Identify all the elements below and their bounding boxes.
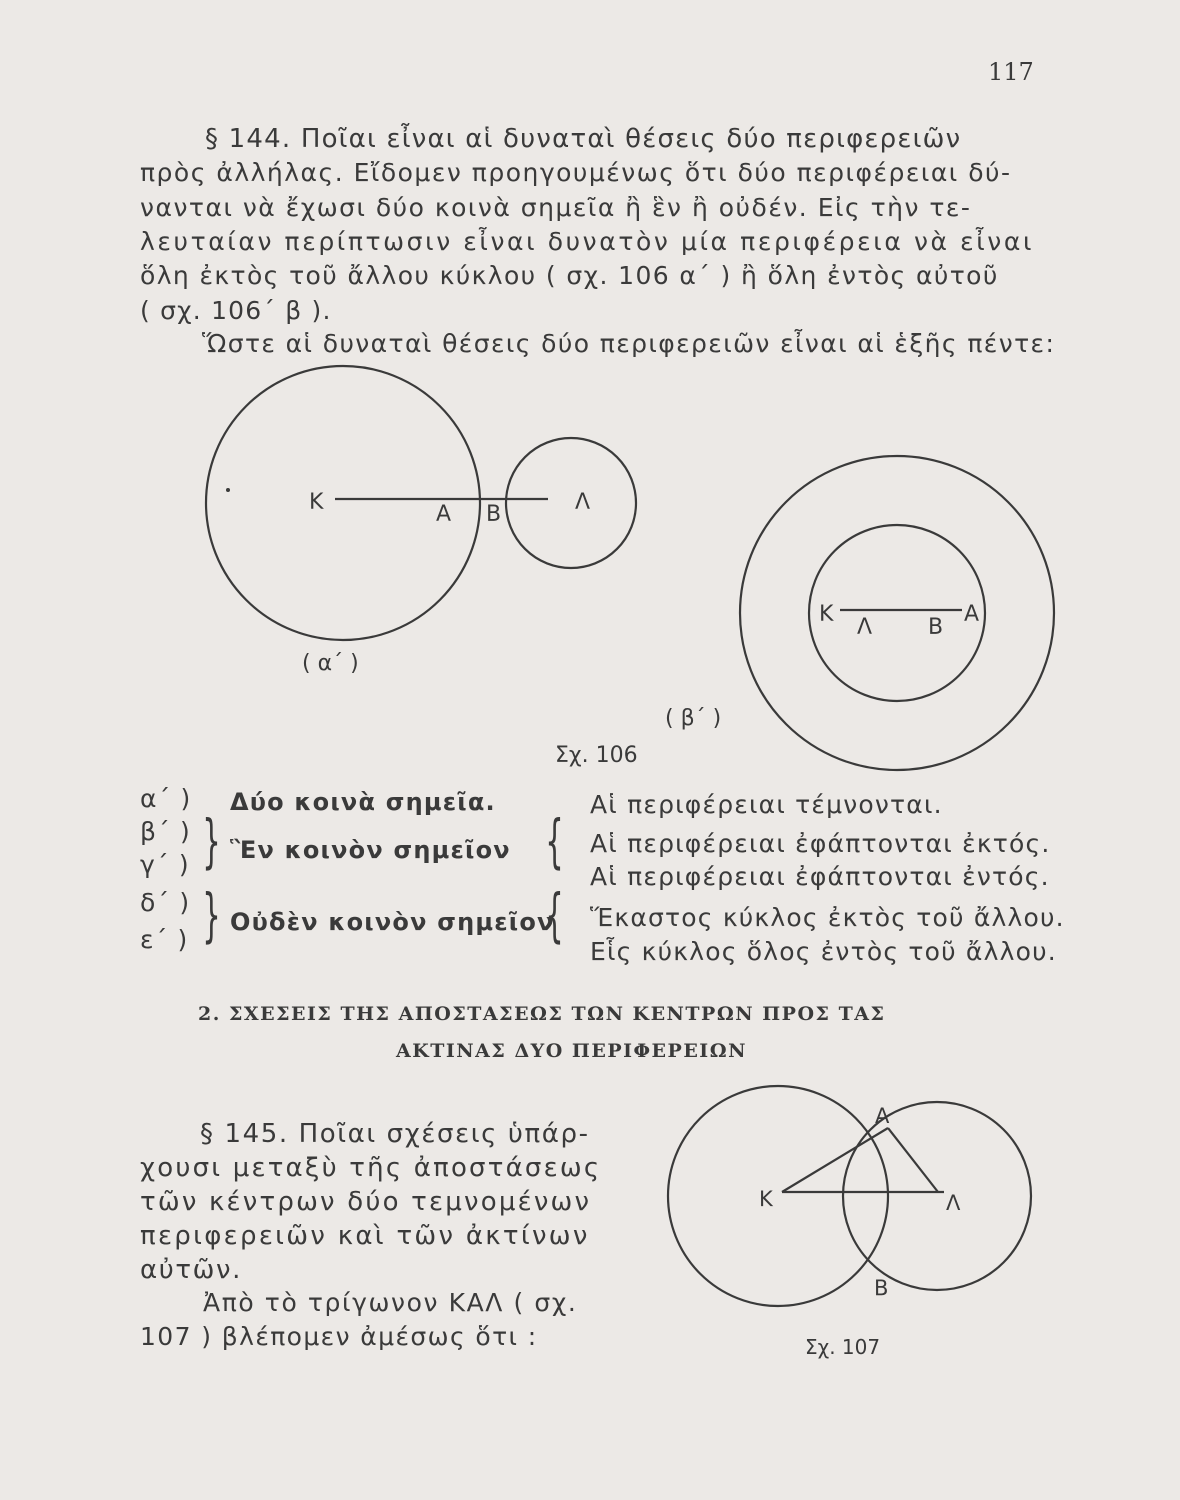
fig107-label-k: Κ <box>759 1187 773 1211</box>
fig106a-label-a: Α <box>436 502 452 527</box>
fig107-label-b: Β <box>874 1276 889 1300</box>
fig107-segment-ka <box>782 1128 888 1192</box>
row-label-g: γ΄ ) <box>140 850 190 879</box>
right-brace-one: { <box>545 807 564 875</box>
section145-line-7: 107 ) βλέπομεν ἀμέσως ὅτι : <box>140 1322 538 1351</box>
row-label-d: δ΄ ) <box>140 888 191 917</box>
row-label-b: β΄ ) <box>140 817 191 846</box>
section144-line-6: ( σχ. 106΄ β ). <box>140 296 332 325</box>
group-two-points: Δύο κοινὰ σημεῖα. <box>230 788 496 816</box>
fig106b-label-l: Λ <box>857 615 873 640</box>
section145-line-3: τῶν κέντρων δύο τεμνομένων <box>140 1187 592 1217</box>
section144-line-2: πρὸς ἀλλήλας. Εἴδομεν προηγουμένως ὅτι δύο περιφέρειαι δύ- <box>140 158 1012 187</box>
fig107-label-a: Α <box>875 1104 890 1128</box>
heading-2-line-1: 2. ΣΧΕΣΕΙΣ ΤΗΣ ΑΠΟΣΤΑΣΕΩΣ ΤΩΝ ΚΕΝΤΡΩΝ ΠΡΟΣ ΤΑΣ <box>198 1003 886 1025</box>
section144-line-4: λευταίαν περίπτωσιν εἶναι δυνατὸν μία περιφέρεια νὰ εἶναι <box>140 227 1035 256</box>
section144-line-5: ὅλη ἐκτὸς τοῦ ἄλλου κύκλου ( σχ. 106 α΄ ) ἢ ὅλη ἐντὸς αὐτοῦ <box>140 261 999 290</box>
result-e: Εἷς κύκλος ὅλος ἐντὸς τοῦ ἄλλου. <box>590 937 1057 966</box>
left-brace-one: } <box>202 807 221 875</box>
result-b: Αἱ περιφέρειαι ἐφάπτονται ἐκτός. <box>590 829 1051 858</box>
fig106a-label-k: Κ <box>309 490 324 515</box>
fig107-segment-al <box>888 1128 938 1192</box>
result-d: Ἕκαστος κύκλος ἐκτὸς τοῦ ἄλλου. <box>590 903 1065 932</box>
heading-2-line-2: ΑΚΤΙΝΑΣ ΔΥΟ ΠΕΡΙΦΕΡΕΙΩΝ <box>396 1040 747 1062</box>
right-brace-none: { <box>545 881 564 949</box>
fig107-label-l: Λ <box>946 1191 961 1215</box>
group-no-point: Οὐδὲν κοινὸν σημεῖον <box>230 908 555 936</box>
section145-line-6: Ἀπὸ τὸ τρίγωνον ΚΑΛ ( σχ. <box>203 1288 578 1317</box>
page-number: 117 <box>988 58 1034 86</box>
result-a: Αἱ περιφέρειαι τέμνονται. <box>590 790 943 819</box>
fig107-circle-k <box>668 1086 888 1306</box>
figure107-caption: Σχ. 107 <box>805 1335 881 1359</box>
row-label-a: α΄ ) <box>140 784 192 813</box>
row-label-e: ε΄ ) <box>140 925 189 954</box>
fig106b-label-b: Β <box>928 615 944 640</box>
fig106a-label-l: Λ <box>575 490 591 515</box>
left-brace-none: } <box>202 881 221 949</box>
section144-line-3: νανται νὰ ἔχωσι δύο κοινὰ σημεῖα ἢ ἓν ἢ οὐδέν. Εἰς τὴν τε- <box>140 193 972 222</box>
section145-line-1: § 145. Ποῖαι σχέσεις ὑπάρ- <box>200 1119 590 1149</box>
section145-line-5: αὐτῶν. <box>140 1255 242 1285</box>
fig106a-caption: ( α΄ ) <box>302 651 359 676</box>
group-one-point: Ἓν κοινὸν σημεῖον <box>230 836 511 864</box>
section145-line-4: περιφερειῶν καὶ τῶν ἀκτίνων <box>140 1221 590 1251</box>
fig106a-label-b: Β <box>486 502 502 527</box>
section145-line-2: χουσι μεταξὺ τῆς ἀποστάσεως <box>140 1153 602 1183</box>
section144-line-1: § 144. Ποῖαι εἶναι αἱ δυναταὶ θέσεις δύο περιφερειῶν <box>205 124 962 154</box>
section144-line-7: Ὥστε αἱ δυναταὶ θέσεις δύο περιφερειῶν εἶναι αἱ ἑξῆς πέντε: <box>202 329 1056 358</box>
fig107-circle-l <box>843 1102 1031 1290</box>
fig106b-label-a: Α <box>964 602 980 627</box>
figure106-caption: Σχ. 106 <box>555 743 638 768</box>
fig106b-caption: ( β΄ ) <box>665 706 722 731</box>
fig106b-label-k: Κ <box>819 602 834 627</box>
result-g: Αἱ περιφέρειαι ἐφάπτονται ἐντός. <box>590 862 1050 891</box>
